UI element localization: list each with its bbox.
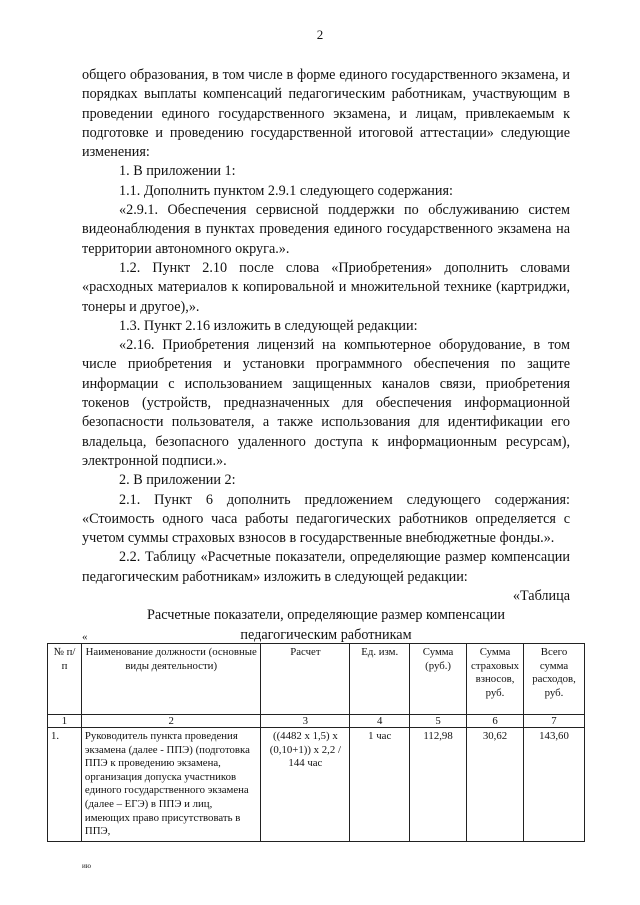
table-row [48, 728, 585, 842]
table-label: «Таблица [512, 588, 570, 605]
row-num: 1. [48, 728, 82, 842]
document-body [82, 66, 570, 645]
quote-mark: « [82, 631, 88, 643]
row-unit: 1 час [350, 728, 410, 842]
column-number: 5 [410, 715, 467, 728]
table-title-line-1: Расчетные показатели, определяющие размер компенсации [147, 607, 505, 624]
paragraph-2-2: 2.2. Таблицу «Расчетные показатели, определяющие размер компенсации педагогическим работникам» изложить в следующей редакции: [82, 549, 570, 585]
column-number: 2 [81, 715, 261, 728]
header-num: № п/п [48, 644, 82, 715]
paragraph-1-1: 1.1. Дополнить пунктом 2.9.1 следующего содержания: [119, 182, 453, 199]
paragraph-1-3: 1.3. Пункт 2.16 изложить в следующей редакции: [119, 317, 418, 334]
header-insurance: Сумма страховых взносов, руб. [467, 644, 524, 715]
page-number: 2 [316, 27, 324, 42]
paragraph-1-2: 1.2. Пункт 2.10 после слова «Приобретения» дополнить словами «расходных материалов к копировальной и множительной технике (картриджи, тонеры и другое),». [82, 259, 570, 315]
row-calculation: ((4482 х 1,5) х (0,10+1)) х 2,2 / 144 час [261, 728, 350, 842]
paragraph-2-1: 2.1. Пункт 6 дополнить предложением следующего содержания: «Стоимость одного часа работы педагогических работников определяется с учетом суммы страховых взносов в государственные внебюджетные фонды.». [82, 491, 570, 547]
row-total: 143,60 [524, 728, 585, 842]
paragraph-appendix-2: 2. В приложении 2: [119, 472, 236, 489]
column-number-row [48, 715, 585, 728]
compensation-table [47, 643, 585, 842]
column-number: 1 [48, 715, 82, 728]
row-sum: 112,98 [410, 728, 467, 842]
header-position: Наименование должности (основные виды деятельности) [81, 644, 261, 715]
paragraph-appendix-1: 1. В приложении 1: [119, 163, 236, 180]
column-number: 4 [350, 715, 410, 728]
table-header-row [48, 644, 585, 715]
header-sum: Сумма (руб.) [410, 644, 467, 715]
paragraph-2-9-1: «2.9.1. Обеспечения сервисной поддержки по обслуживанию систем видеонаблюдения в пунктах проведения единого государственного экзамена на территории автономного округа.». [82, 202, 570, 257]
header-total: Всего сумма расходов, руб. [524, 644, 585, 715]
column-number: 6 [467, 715, 524, 728]
header-calculation: Расчет [261, 644, 350, 715]
paragraph-intro: общего образования, в том числе в форме единого государственного экзамена, и порядках выплаты компенсаций педагогическим работникам, участвующим в проведении единого государственного экзамена, и лицам, привлекаемым к подготовке и проведению государственной итоговой аттестации» следующие изменения: [82, 67, 570, 161]
paragraph-2-16: «2.16. Приобретения лицензий на компьютерное оборудование, в том числе приобретения и установки программного обеспечения по защите информации с использованием защищенных каналов связи, приобретения токенов (устройств, предназначенных для обеспечения информационной безопасности пользователя, а также использования для идентификации его владельца, безопасного удаленного доступа к информационным ресурсам), электронной подписи.». [82, 337, 570, 469]
row-position: Руководитель пункта проведения экзамена (далее - ППЭ) (подготовка ППЭ к проведению экзамена, организация допуска участников единого государственного экзамена (далее – ЕГЭ) в ППЭ и лиц, имеющих право присутствовать в ППЭ, [81, 728, 261, 842]
header-unit: Ед. изм. [350, 644, 410, 715]
table-title-line-2: педагогическим работникам [240, 626, 412, 643]
column-number: 7 [524, 715, 585, 728]
row-insurance: 30,62 [467, 728, 524, 842]
footer-mark: ию [82, 862, 91, 870]
column-number: 3 [261, 715, 350, 728]
